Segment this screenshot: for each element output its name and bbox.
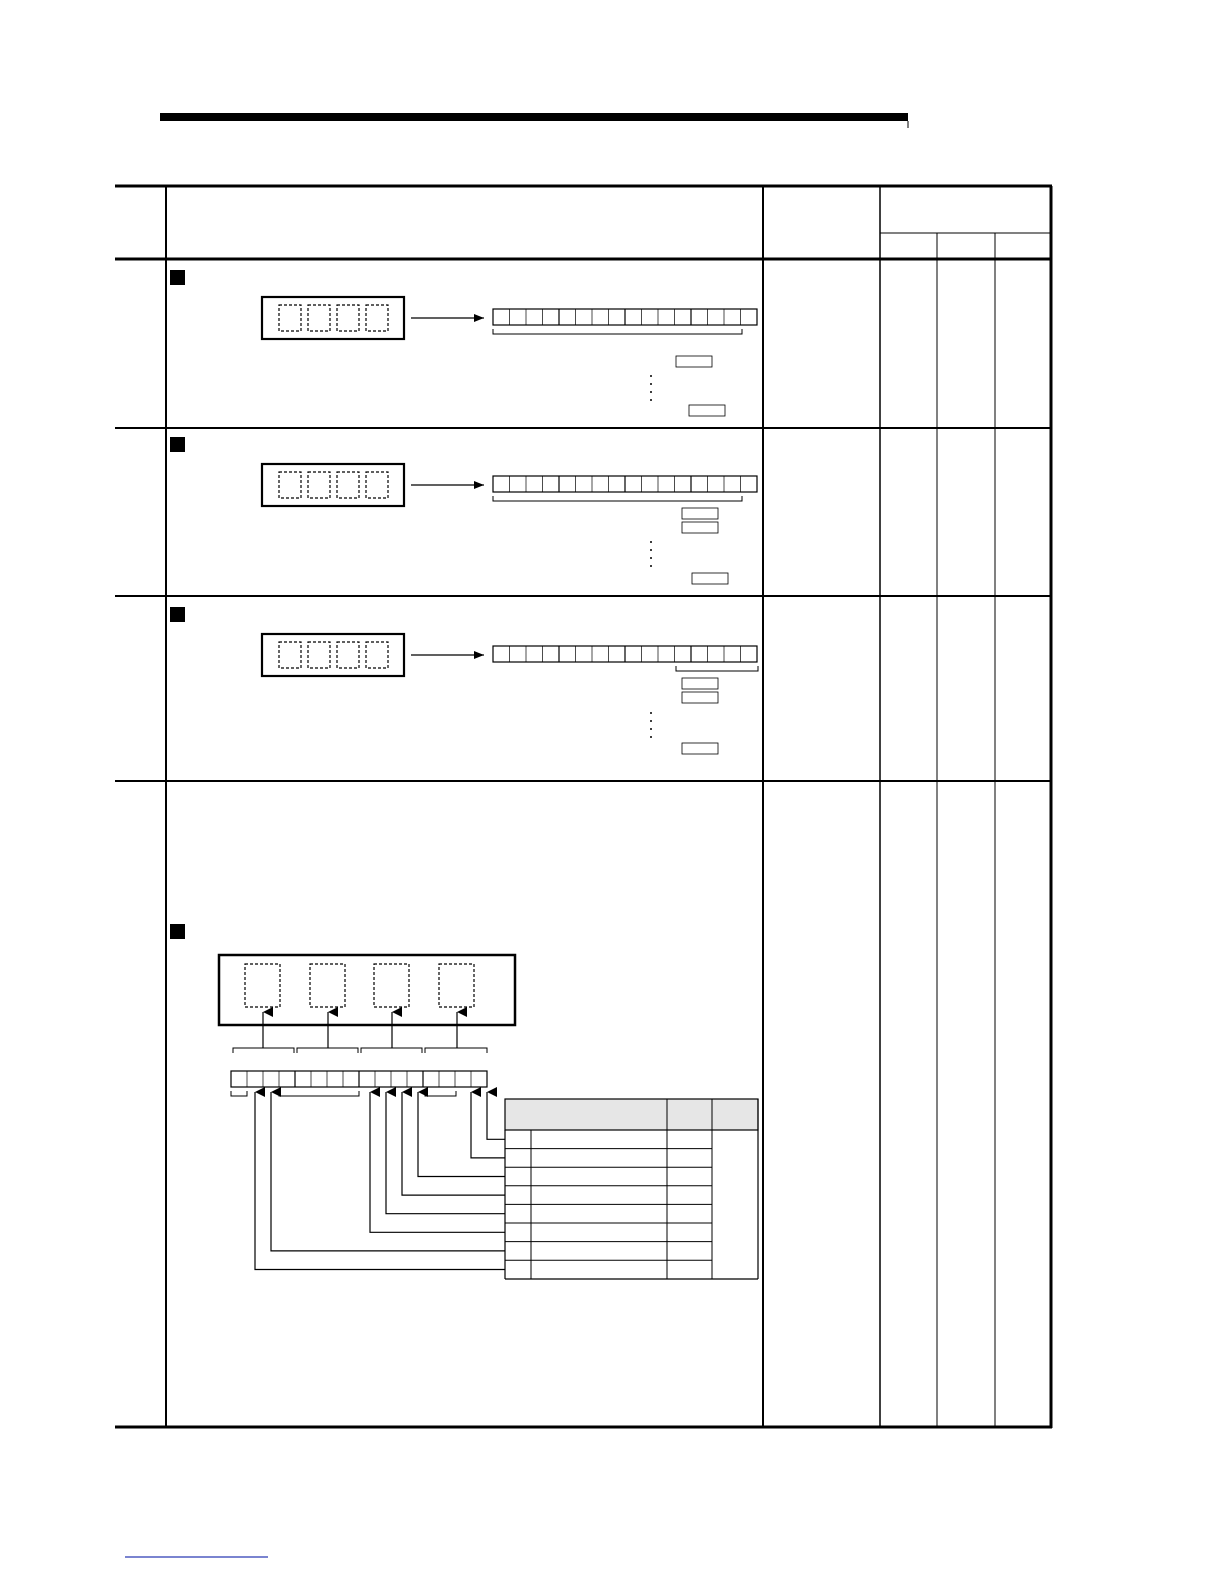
ellipsis-dot bbox=[650, 399, 652, 401]
register-16bit bbox=[231, 1071, 487, 1096]
register-bracket bbox=[676, 666, 758, 671]
segment-digit-4 bbox=[439, 964, 474, 1007]
ellipsis-dot bbox=[650, 712, 652, 714]
value-box bbox=[682, 522, 718, 533]
display-digit bbox=[279, 472, 301, 498]
segment-digit-3 bbox=[374, 964, 409, 1007]
bit-group-bracket bbox=[279, 1091, 359, 1096]
ellipsis-dot bbox=[650, 728, 652, 730]
row-3-marker bbox=[170, 607, 185, 622]
display-digit bbox=[279, 305, 301, 331]
ellipsis-dot bbox=[650, 383, 652, 385]
row-2-diagram bbox=[262, 464, 757, 584]
row-4-marker bbox=[170, 924, 185, 939]
row-1-diagram bbox=[262, 297, 757, 416]
register-bracket bbox=[493, 496, 742, 501]
register-bracket bbox=[493, 329, 742, 334]
bit-connector-arrow bbox=[271, 1092, 505, 1251]
display-digit bbox=[337, 305, 359, 331]
ellipsis-dot bbox=[650, 375, 652, 377]
value-box bbox=[682, 508, 718, 519]
value-box bbox=[676, 356, 712, 367]
display-frame bbox=[262, 464, 404, 506]
bit-connector-arrow bbox=[370, 1092, 505, 1232]
bit-connector-arrow bbox=[471, 1092, 505, 1158]
ellipsis-dot bbox=[650, 549, 652, 551]
display-digit bbox=[308, 305, 330, 331]
display-digit bbox=[279, 642, 301, 668]
display-frame bbox=[262, 634, 404, 676]
ellipsis-dot bbox=[650, 541, 652, 543]
ellipsis-dot bbox=[650, 557, 652, 559]
bit-group-bracket bbox=[425, 1091, 456, 1096]
row-1-marker bbox=[170, 270, 185, 285]
display-frame bbox=[262, 297, 404, 339]
bit-connector-arrow bbox=[418, 1092, 505, 1177]
segment-digit-2 bbox=[310, 964, 345, 1007]
value-box bbox=[682, 692, 718, 703]
ellipsis-dot bbox=[650, 736, 652, 738]
display-digit bbox=[366, 305, 388, 331]
display-digit bbox=[337, 472, 359, 498]
heading-rule bbox=[160, 113, 908, 121]
display-digit bbox=[337, 642, 359, 668]
value-box bbox=[692, 573, 728, 584]
row-2-marker bbox=[170, 437, 185, 452]
settings-table bbox=[505, 1099, 758, 1279]
value-box bbox=[682, 678, 718, 689]
display-digit bbox=[308, 472, 330, 498]
value-box bbox=[689, 405, 725, 416]
bit-connector-arrow bbox=[255, 1092, 505, 1270]
display-digit bbox=[308, 642, 330, 668]
display-digit bbox=[366, 642, 388, 668]
ellipsis-dot bbox=[650, 391, 652, 393]
bit-group-bracket bbox=[231, 1091, 247, 1096]
display-digit bbox=[366, 472, 388, 498]
segment-display-diagram bbox=[219, 955, 515, 1053]
value-box bbox=[682, 743, 718, 754]
bit-connector-arrow bbox=[487, 1092, 505, 1139]
ellipsis-dot bbox=[650, 565, 652, 567]
row-3-diagram bbox=[262, 634, 758, 754]
ellipsis-dot bbox=[650, 720, 652, 722]
segment-digit-1 bbox=[245, 964, 280, 1007]
